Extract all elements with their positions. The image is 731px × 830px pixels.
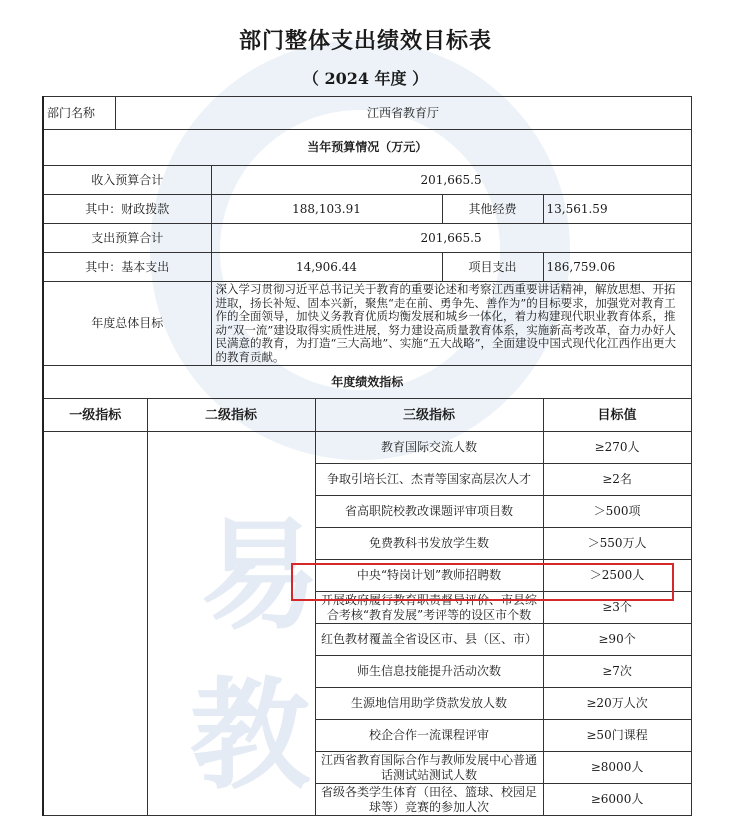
level3-name: 争取引培长江、杰青等国家高层次人才 [315,464,543,496]
other-funds-label: 其他经费 [442,195,543,224]
income-total-label: 收入预算合计 [43,166,211,195]
header-target: 目标值 [543,399,691,432]
income-total-value: 201,665.5 [211,166,691,195]
project-expense-label: 项目支出 [442,253,543,282]
target-value: ≥7次 [543,656,691,688]
basic-expense-label: 其中：基本支出 [43,253,211,282]
budget-section-row [43,130,691,166]
target-value: ≥6000人 [543,784,691,816]
level3-name: 省级各类学生体育（田径、篮球、校园足球等）竞赛的参加人次 [315,784,543,816]
level3-name: 红色教材覆盖全省设区市、县（区、市） [315,624,543,656]
expense-total-row [43,224,691,253]
target-value: ≥90个 [543,624,691,656]
page-title: 部门整体支出绩效目标表 [238,28,492,54]
level3-name: 生源地信用助学贷款发放人数 [315,688,543,720]
department-row [43,97,691,130]
level3-name: 省高职院校教改课题评审项目数 [315,496,543,528]
target-value: ≥8000人 [543,752,691,784]
department-label: 部门名称 [43,97,115,130]
department-value: 江西省教育厅 [115,97,691,130]
performance-table-sheet [42,96,690,830]
level3-name: 教育国际交流人数 [315,432,543,464]
level3-name: 开展政府履行教育职责督导评价、市县综合考核“教育发展”考评等的设区市个数 [315,592,543,624]
target-value: ≥2名 [543,464,691,496]
level3-name: 江西省教育国际合作与教师发展中心普通话测试站测试人数 [315,752,543,784]
fiscal-label: 其中：财政拨款 [43,195,211,224]
target-value: ≥270人 [543,432,691,464]
header-level2: 二级指标 [147,399,315,432]
level3-name: 校企合作一流课程评审 [315,720,543,752]
level3-name: 免费教科书发放学生数 [315,528,543,560]
target-value: ＞550万人 [543,528,691,560]
target-value: ≥50门课程 [543,720,691,752]
indicator-section-title: 年度绩效指标 [43,366,691,399]
target-value: ≥3个 [543,592,691,624]
expense-total-value: 201,665.5 [211,224,691,253]
level3-name: 中央“特岗计划”教师招聘数 [315,560,543,592]
fiscal-value: 188,103.91 [211,195,442,224]
basic-expense-value: 14,906.44 [211,253,442,282]
watermark-glyph-top: 易 [200,507,320,646]
level3-name: 师生信息技能提升活动次数 [315,656,543,688]
other-funds-value: 13,561.59 [543,195,691,224]
expense-total-label: 支出预算合计 [43,224,211,253]
fiscal-row [43,195,691,224]
annual-goal-text: 深入学习贯彻习近平总书记关于教育的重要论述和考察江西重要讲话精神，解放思想、开拓进取，扬长补短、固本兴新，聚焦“走在前、勇争先、善作为”的目标要求，加强党对教育工作的全面领导，加快义务教育优质均衡发展和城乡一体化，着力构建现代职业教育体系，推动“双一流”建设取得实质性进展，努力建设高质量教育体系，实施新高考改革，奋力办好人民满意的教育，为打造“三大高地”、实施“五大战略”，全面建设中国式现代化江西作出更大的教育贡献。 [211,282,691,366]
basic-expense-row [43,253,691,282]
project-expense-value: 186,759.06 [543,253,691,282]
header-level3: 三级指标 [315,399,543,432]
target-value: ≥20万人次 [543,688,691,720]
annual-goal-label: 年度总体目标 [43,282,211,366]
watermark-glyph-bottom: 教 [190,667,310,806]
annual-goal-row [43,282,691,366]
level2-cell [147,432,315,816]
performance-table [42,96,692,816]
header-level1: 一级指标 [43,399,147,432]
budget-section-title: 当年预算情况（万元） [43,130,691,166]
indicator-section-row [43,366,691,399]
target-value: ＞500项 [543,496,691,528]
income-total-row [43,166,691,195]
highlight-box [291,563,674,601]
table-row [43,432,691,464]
target-value: ＞2500人 [543,560,691,592]
level1-cell [43,432,147,816]
year-subtitle: （ 2024 年度 ） [302,69,429,88]
indicator-header-row [43,399,691,432]
